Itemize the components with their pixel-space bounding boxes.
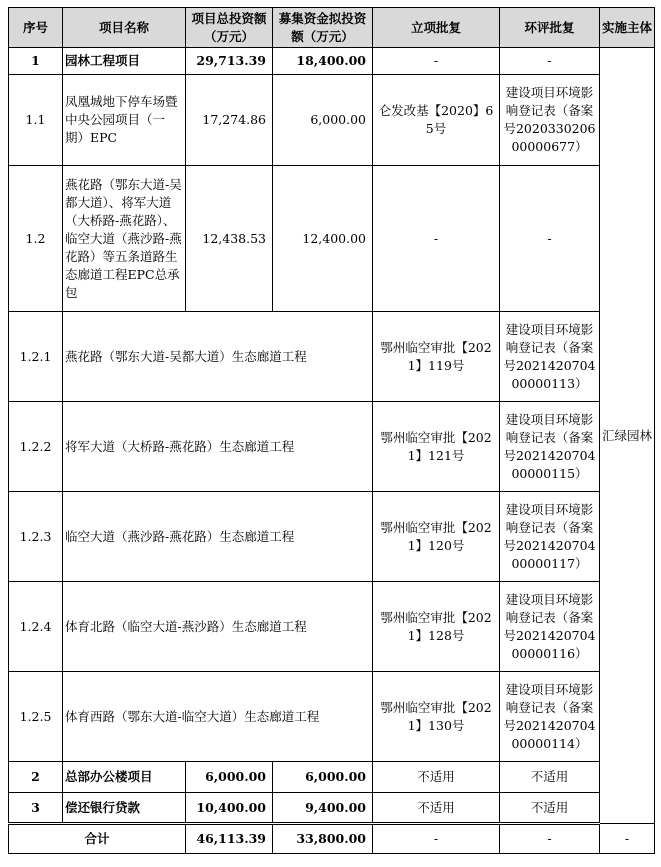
cell-name: 燕花路（鄂东大道-吴都大道）、将军大道（大桥路-燕花路）、临空大道（燕沙路-燕花路）等五条道路生态廊道工程EPC总承包: [63, 166, 186, 312]
cell-approval: 鄂州临空审批【2021】121号: [373, 402, 500, 492]
cell-seq: 1.2.1: [9, 312, 63, 402]
cell-seq: 1.2.2: [9, 402, 63, 492]
total-amount: 46,113.39: [186, 824, 273, 854]
table-row: [9, 312, 655, 402]
table-row: [9, 793, 655, 824]
cell-approval: 不适用: [373, 762, 500, 793]
header-entity: 实施主体: [600, 8, 655, 48]
header-approval: 立项批复: [373, 8, 500, 48]
cell-env: 建设项目环境影响登记表（备案号202033020600000677）: [500, 75, 600, 166]
cell-name: 偿还银行贷款: [63, 793, 186, 824]
cell-name: 燕花路（鄂东大道-吴都大道）生态廊道工程: [63, 312, 373, 402]
cell-seq: 1.2.4: [9, 582, 63, 672]
cell-name: 凤凰城地下停车场暨中央公园项目（一期）EPC: [63, 75, 186, 166]
table-row: [9, 582, 655, 672]
cell-entity: 汇绿园林: [600, 48, 655, 824]
cell-seq: 1.2: [9, 166, 63, 312]
cell-name: 园林工程项目: [63, 48, 186, 75]
cell-seq: 1.2.5: [9, 672, 63, 762]
table-row: [9, 75, 655, 166]
table-row: [9, 672, 655, 762]
table-row: [9, 402, 655, 492]
cell-raised: 12,400.00: [273, 166, 373, 312]
cell-name: 将军大道（大桥路-燕花路）生态廊道工程: [63, 402, 373, 492]
cell-approval: 仑发改基【2020】65号: [373, 75, 500, 166]
header-seq: 序号: [9, 8, 63, 48]
cell-name: 临空大道（燕沙路-燕花路）生态廊道工程: [63, 492, 373, 582]
cell-seq: 1: [9, 48, 63, 75]
fundraising-projects-table: [8, 7, 655, 854]
cell-total: 12,438.53: [186, 166, 273, 312]
cell-total: 17,274.86: [186, 75, 273, 166]
cell-env: 建设项目环境影响登记表（备案号202142070400000117）: [500, 492, 600, 582]
cell-approval: 鄂州临空审批【2021】120号: [373, 492, 500, 582]
total-entity: -: [600, 824, 655, 854]
header-env: 环评批复: [500, 8, 600, 48]
cell-raised: 9,400.00: [273, 793, 373, 824]
cell-raised: 6,000.00: [273, 762, 373, 793]
cell-approval: 鄂州临空审批【2021】119号: [373, 312, 500, 402]
cell-env: -: [500, 166, 600, 312]
cell-env: 建设项目环境影响登记表（备案号202142070400000113）: [500, 312, 600, 402]
table-row: [9, 762, 655, 793]
cell-approval: -: [373, 48, 500, 75]
total-label: 合计: [9, 824, 186, 854]
cell-env: 建设项目环境影响登记表（备案号202142070400000115）: [500, 402, 600, 492]
table-row: [9, 492, 655, 582]
cell-name: 体育西路（鄂东大道-临空大道）生态廊道工程: [63, 672, 373, 762]
header-total: 项目总投资额（万元）: [186, 8, 273, 48]
cell-env: 建设项目环境影响登记表（备案号202142070400000116）: [500, 582, 600, 672]
cell-raised: 18,400.00: [273, 48, 373, 75]
header-name: 项目名称: [63, 8, 186, 48]
cell-total: 10,400.00: [186, 793, 273, 824]
total-env: -: [500, 824, 600, 854]
total-approval: -: [373, 824, 500, 854]
cell-seq: 1.1: [9, 75, 63, 166]
cell-env: -: [500, 48, 600, 75]
cell-env: 建设项目环境影响登记表（备案号202142070400000114）: [500, 672, 600, 762]
cell-approval: 不适用: [373, 793, 500, 824]
cell-name: 体育北路（临空大道-燕沙路）生态廊道工程: [63, 582, 373, 672]
cell-seq: 3: [9, 793, 63, 824]
cell-env: 不适用: [500, 793, 600, 824]
cell-env: 不适用: [500, 762, 600, 793]
header-row: [9, 8, 655, 48]
table-row: [9, 166, 655, 312]
cell-name: 总部办公楼项目: [63, 762, 186, 793]
cell-seq: 2: [9, 762, 63, 793]
cell-seq: 1.2.3: [9, 492, 63, 582]
table-row: [9, 48, 655, 75]
header-raised: 募集资金拟投资额（万元）: [273, 8, 373, 48]
cell-approval: 鄂州临空审批【2021】128号: [373, 582, 500, 672]
total-raised: 33,800.00: [273, 824, 373, 854]
cell-total: 6,000.00: [186, 762, 273, 793]
cell-total: 29,713.39: [186, 48, 273, 75]
cell-raised: 6,000.00: [273, 75, 373, 166]
cell-approval: 鄂州临空审批【2021】130号: [373, 672, 500, 762]
total-row: [9, 824, 655, 854]
cell-approval: -: [373, 166, 500, 312]
